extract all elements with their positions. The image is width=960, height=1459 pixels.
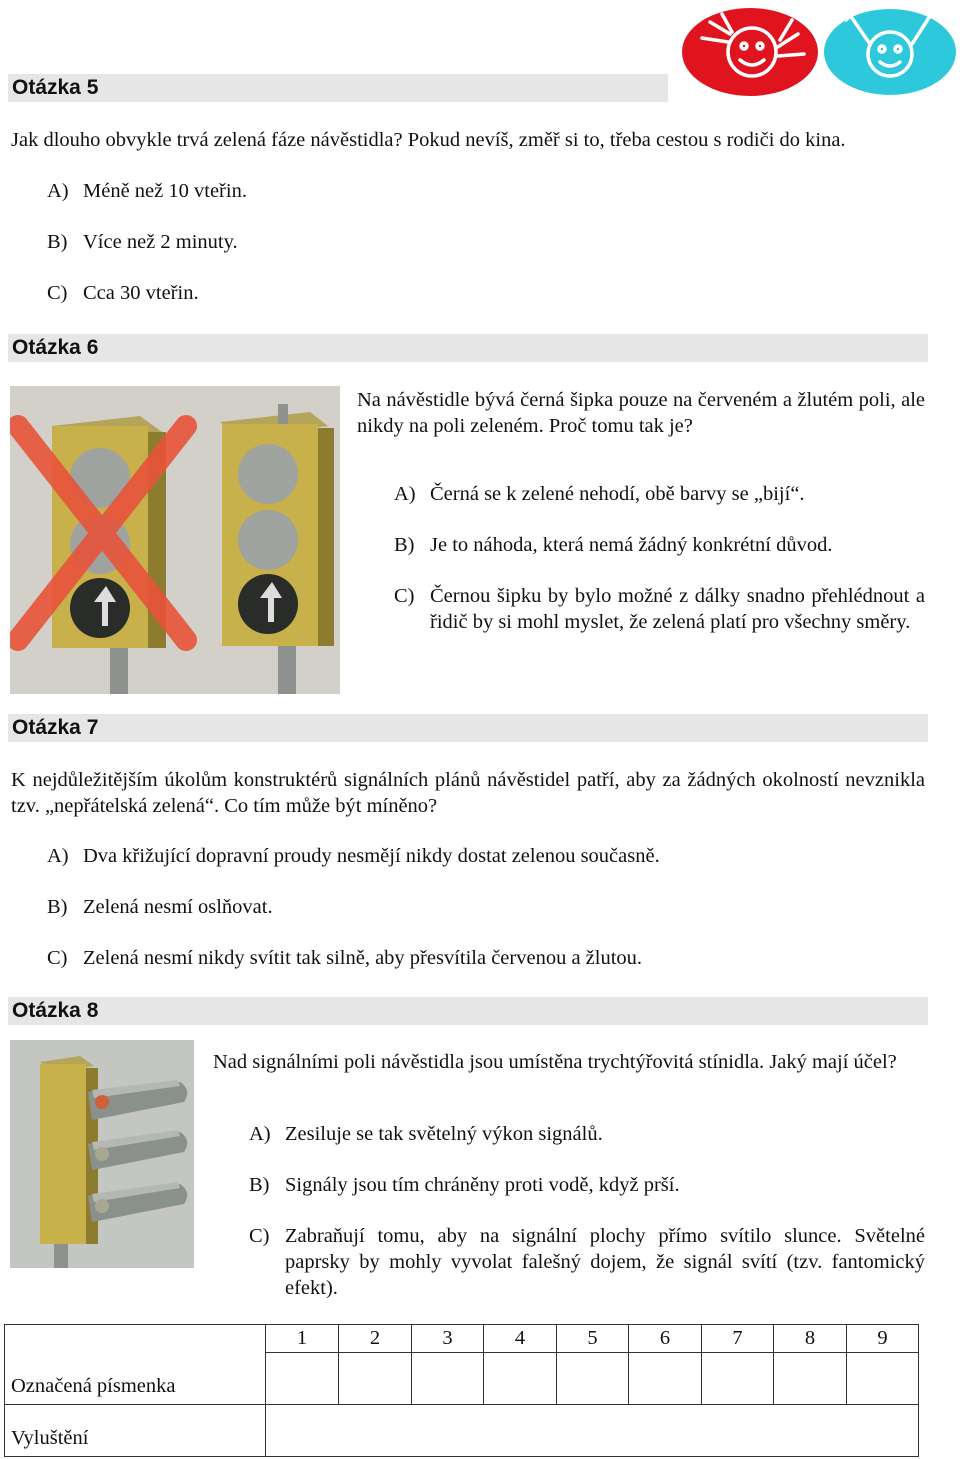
question-5-heading: Otázka 5	[8, 74, 668, 102]
question-6-text: Na návěstidle bývá černá šipka pouze na červeném a žlutém poli, ale nikdy na poli zeleném. Proč tomu tak je?	[357, 389, 925, 437]
row-label-solution: Vyluštění	[5, 1405, 266, 1457]
option-label: C)	[47, 947, 68, 969]
option-text: Zesiluje se tak světelný výkon signálů.	[285, 1123, 603, 1145]
answer-number-8: 8	[774, 1325, 847, 1353]
option-text: Zabraňují tomu, aby na signální plochy přímo svítilo slunce. Světelné paprsky by mohly vyvolat falešný dojem, že signál svítí (tzv. fantomický efekt).	[285, 1225, 925, 1299]
question-8-heading: Otázka 8	[8, 997, 928, 1025]
option-label: A)	[47, 180, 69, 202]
option-label: C)	[394, 585, 415, 607]
letter-cell-1[interactable]	[266, 1353, 339, 1405]
option-text: Méně než 10 vteřin.	[83, 180, 247, 202]
letter-cell-3[interactable]	[412, 1353, 484, 1405]
option-text: Je to náhoda, která nemá žádný konkrétní důvod.	[430, 534, 833, 556]
letter-cell-4[interactable]	[484, 1353, 557, 1405]
option-label: A)	[249, 1123, 271, 1145]
answer-number-6: 6	[629, 1325, 702, 1353]
option-label: B)	[394, 534, 415, 556]
answer-number-7: 7	[702, 1325, 774, 1353]
question-7-text: K nejdůležitějším úkolům konstruktérů signálních plánů návěstidel patří, aby za žádných okolností nevznikla tzv. „nepřátelská zelená“. Co tím může být míněno?	[11, 769, 925, 817]
letter-cell-9[interactable]	[847, 1353, 919, 1405]
question-5-text: Jak dlouho obvykle trvá zelená fáze návěstidla? Pokud nevíš, změř si to, třeba cestou s rodiči do kina.	[11, 129, 846, 151]
option-label: B)	[249, 1174, 270, 1196]
answer-number-2: 2	[339, 1325, 412, 1353]
answer-number-4: 4	[484, 1325, 557, 1353]
answer-number-5: 5	[557, 1325, 629, 1353]
letter-cell-5[interactable]	[557, 1353, 629, 1405]
kids-logo	[680, 4, 960, 96]
option-text: Černou šipku by bylo možné z dálky snadno přehlédnout a řidič by si mohl myslet, že zelená platí pro všechny směry.	[430, 585, 925, 633]
option-label: B)	[47, 896, 68, 918]
option-text: Cca 30 vteřin.	[83, 282, 199, 304]
answer-number-9: 9	[847, 1325, 919, 1353]
solution-row	[5, 1405, 919, 1457]
option-text: Černá se k zelené nehodí, obě barvy se „bijí“.	[430, 483, 805, 505]
answer-number-3: 3	[412, 1325, 484, 1353]
option-text: Zelená nesmí nikdy svítit tak silně, aby přesvítila červenou a žlutou.	[83, 947, 643, 969]
option-text: Zelená nesmí oslňovat.	[83, 896, 273, 918]
letter-cell-7[interactable]	[702, 1353, 774, 1405]
option-label: C)	[47, 282, 68, 304]
traffic-light-visors-image	[10, 1040, 194, 1268]
option-label: A)	[47, 845, 69, 867]
answer-table	[4, 1324, 919, 1457]
option-text: Více než 2 minuty.	[83, 231, 238, 253]
option-label: B)	[47, 231, 68, 253]
letter-cell-8[interactable]	[774, 1353, 847, 1405]
option-text: Signály jsou tím chráněny proti vodě, když prší.	[285, 1174, 680, 1196]
letter-cell-2[interactable]	[339, 1353, 412, 1405]
answer-number-1: 1	[266, 1325, 339, 1353]
option-text: Dva křižující dopravní proudy nesmějí nikdy dostat zelenou současně.	[83, 845, 660, 867]
option-label: C)	[249, 1225, 270, 1247]
question-6-heading: Otázka 6	[8, 334, 928, 362]
question-7-heading: Otázka 7	[8, 714, 928, 742]
answer-table-header-row	[5, 1325, 919, 1353]
letter-cell-6[interactable]	[629, 1353, 702, 1405]
option-label: A)	[394, 483, 416, 505]
solution-cell[interactable]	[266, 1405, 919, 1457]
traffic-lights-arrow-image	[10, 386, 340, 694]
question-8-text: Nad signálními poli návěstidla jsou umístěna trychtýřovitá stínidla. Jaký mají účel?	[213, 1051, 897, 1073]
row-label-letters: Označená písmenka	[5, 1325, 266, 1405]
